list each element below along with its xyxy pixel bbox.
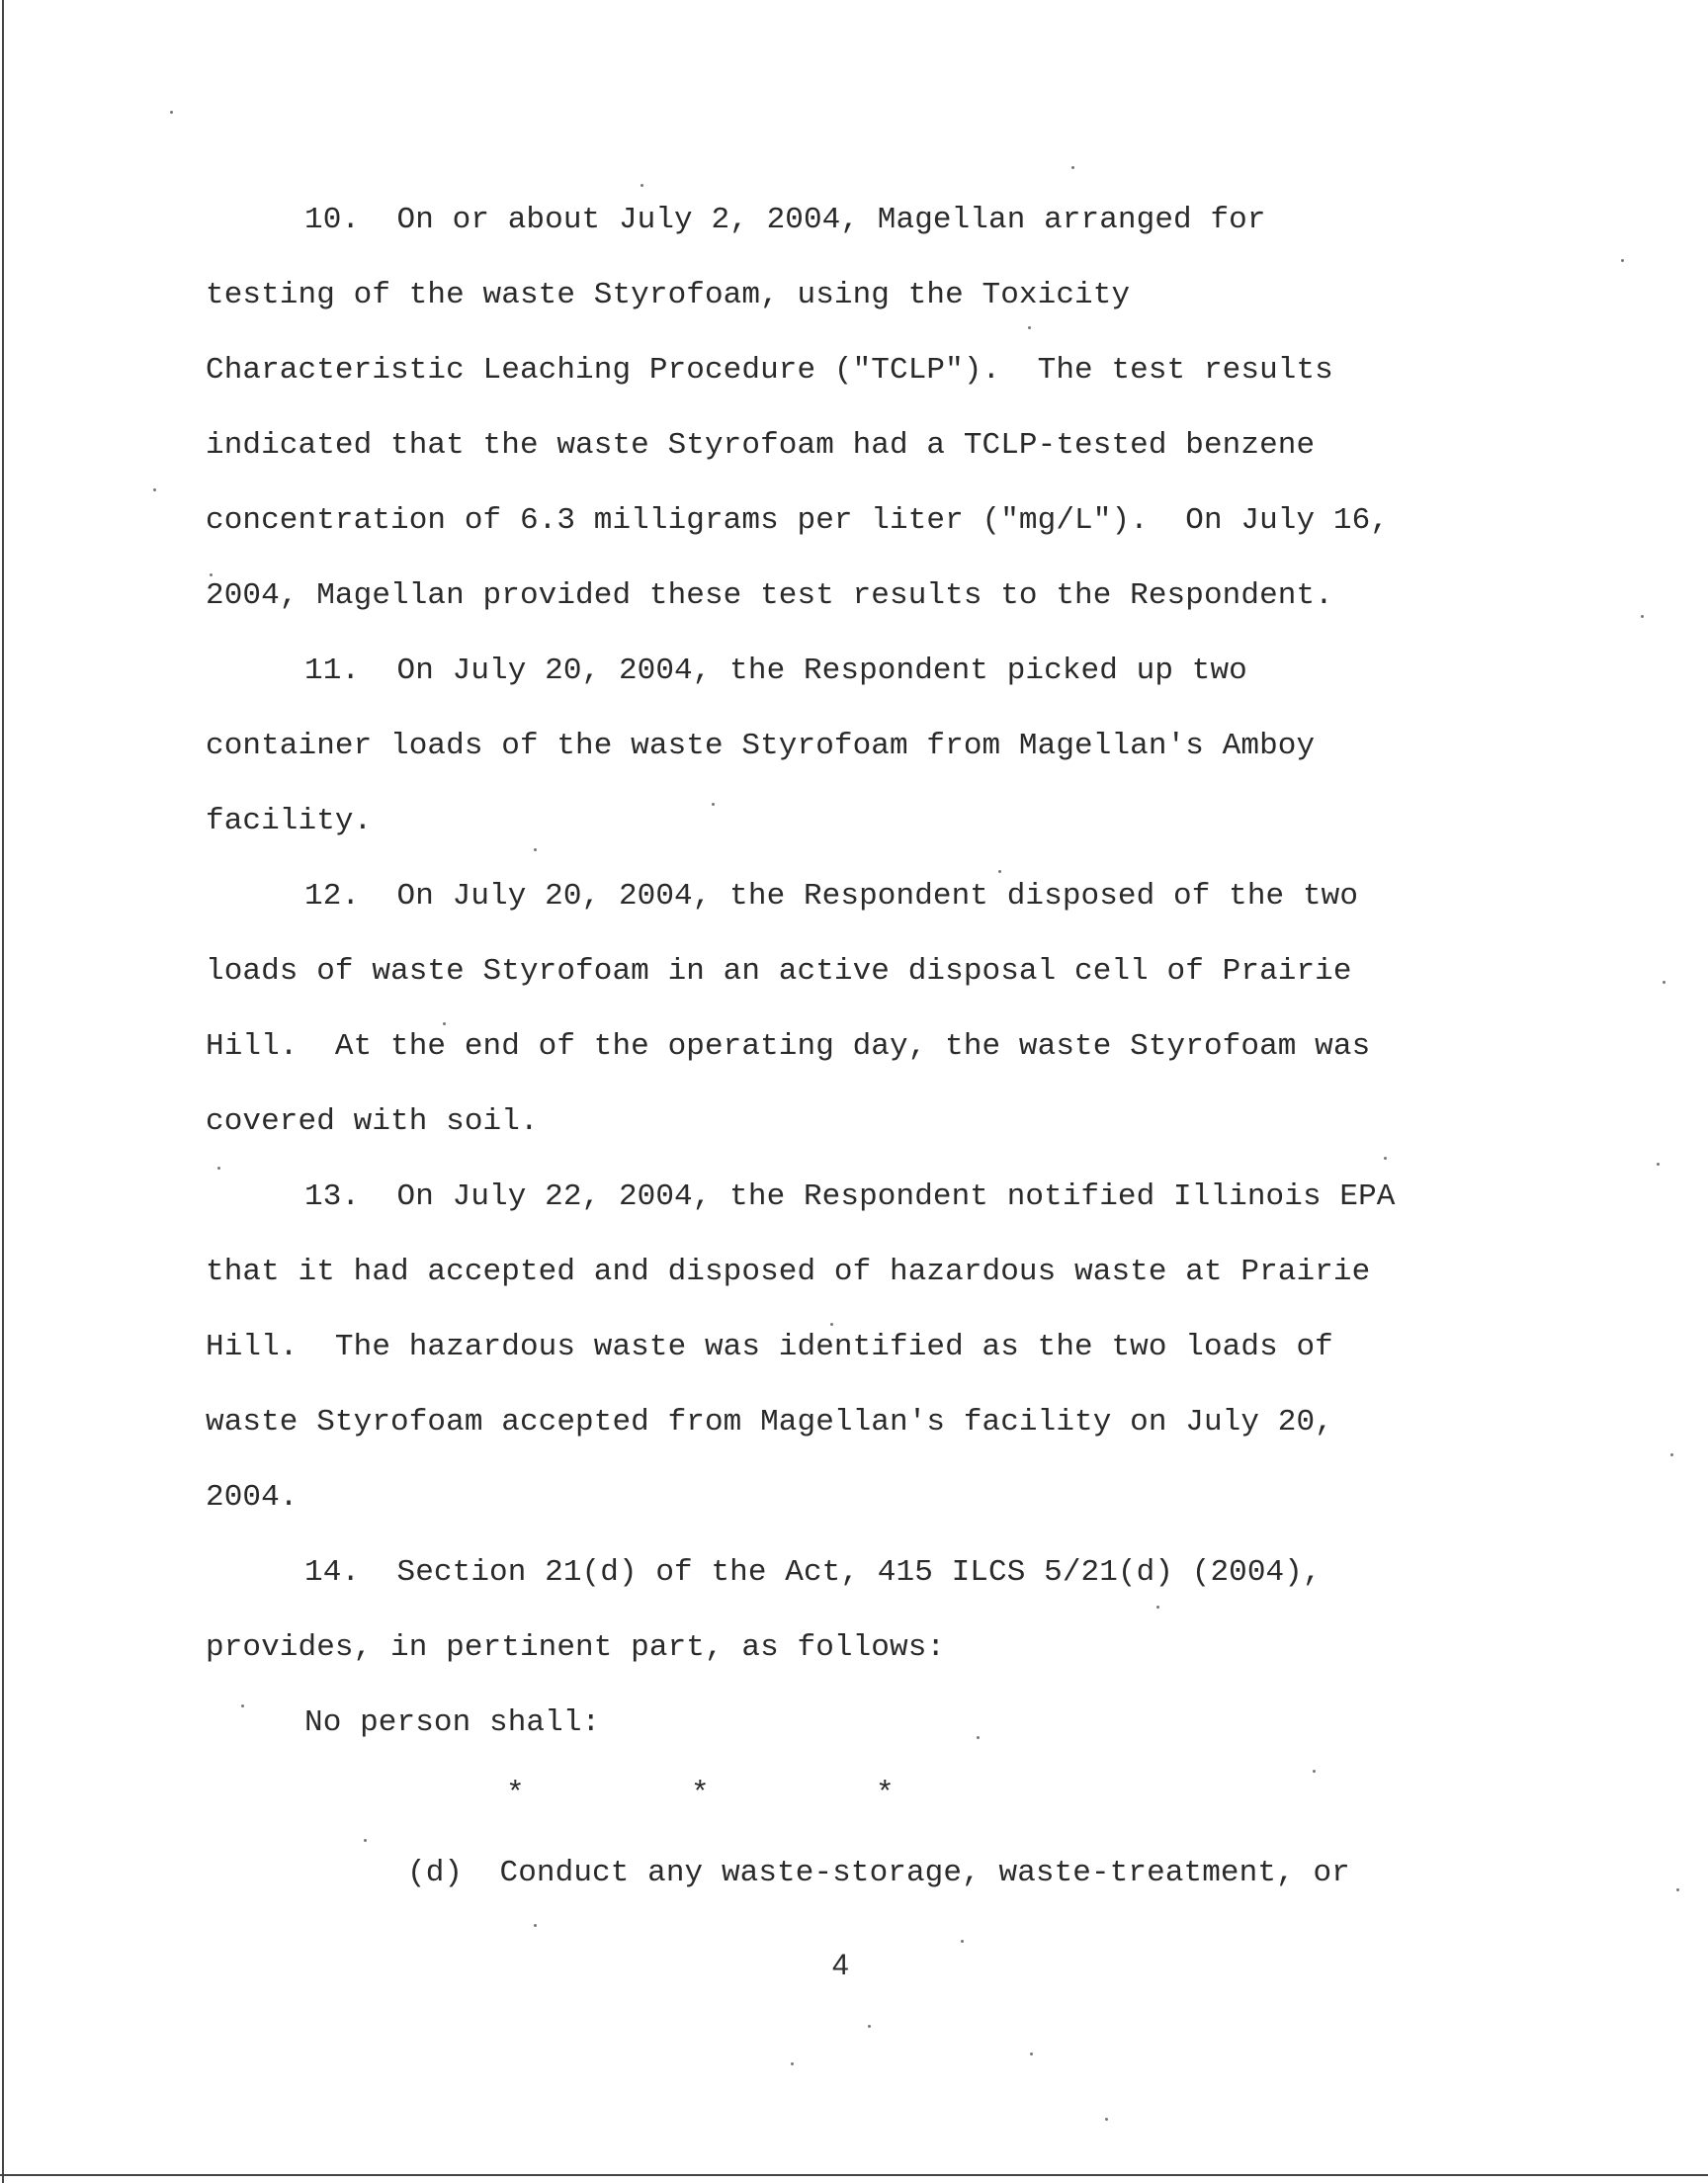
quote-item-d: (d) Conduct any waste-storage, waste-treatment, or (407, 1856, 1350, 1890)
paragraph-11-line-1: 11. On July 20, 2004, the Respondent picked up two (304, 654, 1247, 688)
paragraph-12-line-3: Hill. At the end of the operating day, the waste Styrofoam was (206, 1029, 1371, 1064)
paragraph-10-line-4: indicated that the waste Styrofoam had a TCLP-tested benzene (206, 428, 1316, 463)
ellipsis-asterisks: * * * (506, 1777, 895, 1811)
page-left-border (2, 0, 4, 2183)
page-bottom-border (0, 2174, 1708, 2176)
paragraph-10-line-1: 10. On or about July 2, 2004, Magellan arranged for (304, 203, 1266, 237)
paragraph-12-line-4: covered with soil. (206, 1104, 539, 1139)
paragraph-14-line-1: 14. Section 21(d) of the Act, 415 ILCS 5/21(d) (2004), (304, 1555, 1322, 1590)
paragraph-13-line-1: 13. On July 22, 2004, the Respondent notified Illinois EPA (304, 1179, 1396, 1214)
paragraph-12-line-1: 12. On July 20, 2004, the Respondent disposed of the two (304, 879, 1359, 914)
paragraph-11-line-2: container loads of the waste Styrofoam from Magellan's Amboy (206, 729, 1316, 763)
paragraph-13-line-4: waste Styrofoam accepted from Magellan's facility on July 20, (206, 1405, 1333, 1440)
paragraph-13-line-5: 2004. (206, 1480, 299, 1515)
paragraph-12-line-2: loads of waste Styrofoam in an active disposal cell of Prairie (206, 954, 1352, 989)
paragraph-10-line-5: concentration of 6.3 milligrams per liter ("mg/L"). On July 16, (206, 503, 1389, 538)
quote-intro: No person shall: (304, 1705, 601, 1740)
paragraph-10-line-2: testing of the waste Styrofoam, using the Toxicity (206, 278, 1131, 312)
paragraph-10-line-6: 2004, Magellan provided these test results to the Respondent. (206, 578, 1333, 613)
paragraph-11-line-3: facility. (206, 804, 373, 838)
paragraph-14-line-2: provides, in pertinent part, as follows: (206, 1630, 946, 1665)
paragraph-13-line-2: that it had accepted and disposed of hazardous waste at Prairie (206, 1255, 1371, 1289)
paragraph-13-line-3: Hill. The hazardous waste was identified as the two loads of (206, 1330, 1333, 1364)
page-number: 4 (832, 1949, 849, 1981)
paragraph-10-line-3: Characteristic Leaching Procedure ("TCLP"). The test results (206, 353, 1333, 388)
